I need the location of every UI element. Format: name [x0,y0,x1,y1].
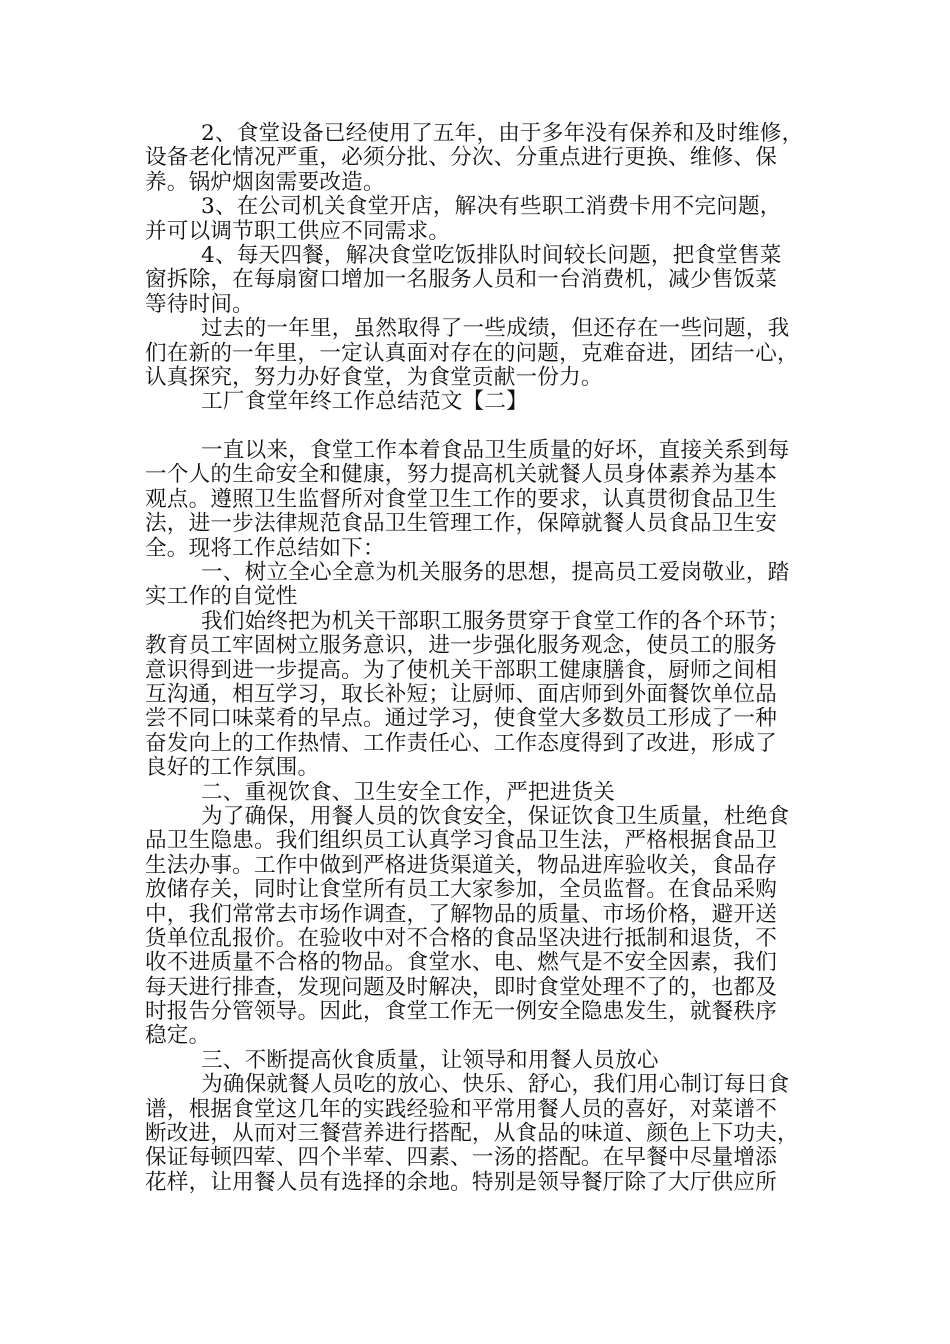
paragraph-first-line: 工厂食堂年终工作总结范文【二】 [201,389,528,415]
paragraph-first-line: 三、不断提高伙食质量，让领导和用餐人员放心 [201,1047,659,1073]
paragraph-line: 奋发向上的工作热情、工作责任心、工作态度得到了改进，形成了 [145,730,778,756]
paragraph-first-line: 为确保就餐人员吃的放心、快乐、舒心，我们用心制订每日食 [201,1072,790,1098]
paragraph-first-line: 一直以来，食堂工作本着食品卫生质量的好坏，直接关系到每 [201,438,790,464]
paragraph-line: 良好的工作氛围。 [145,755,320,781]
blank-line [145,415,815,439]
paragraph-line: 设备老化情况严重，必须分批、分次、分重点进行更换、维修、保 [145,145,778,171]
paragraph-first-line: 2、食堂设备已经使用了五年，由于多年没有保养和及时维修， [201,121,804,146]
paragraph-first-line: 我们始终把为机关干部职工服务贯穿于食堂工作的各个环节； [201,608,790,634]
paragraph-line: 意识得到进一步提高。为了使机关干部职工健康膳食，厨师之间相 [145,657,778,683]
paragraph-line: 时报告分管领导。因此，食堂工作无一例安全隐患发生，就餐秩序 [145,999,778,1025]
paragraph-first-line: 3、在公司机关食堂开店，解决有些职工消费卡用不完问题， [201,194,782,220]
paragraph-line: 货单位乱报价。在验收中对不合格的食品坚决进行抵制和退货，不 [145,925,778,951]
paragraph-line: 实工作的自觉性 [145,584,298,610]
paragraph-line: 等待时间。 [145,291,254,317]
paragraph-first-line: 过去的一年里，虽然取得了一些成绩，但还存在一些问题，我 [201,316,790,342]
paragraph-line: 花样，让用餐人员有选择的余地。特别是领导餐厅除了大厅供应所 [145,1169,778,1195]
paragraph-line: 品卫生隐患。我们组织员工认真学习食品卫生法，严格根据食品卫 [145,828,778,854]
paragraph-line: 们在新的一年里，一定认真面对存在的问题，克难奋进，团结一心， [145,340,799,366]
paragraph-line: 谱，根据食堂这几年的实践经验和平常用餐人员的喜好，对菜谱不 [145,1096,778,1122]
paragraph-line: 一个人的生命安全和健康，努力提高机关就餐人员身体素养为基本 [145,462,778,488]
paragraph-line: 收不进质量不合格的物品。食堂水、电、燃气是不安全因素，我们 [145,950,778,976]
paragraph-line: 生法办事。工作中做到严格进货渠道关，物品进库验收关，食品存 [145,852,778,878]
paragraph-first-line: 二、重视饮食、卫生安全工作，严把进货关 [201,779,616,805]
paragraph-line: 放储存关，同时让食堂所有员工大家参加，全员监督。在食品采购 [145,877,778,903]
paragraph-line: 尝不同口味菜肴的早点。通过学习，使食堂大多数员工形成了一种 [145,706,778,732]
paragraph-line: 每天进行排查，发现问题及时解决，即时食堂处理不了的，也都及 [145,974,778,1000]
paragraph-line: 窗拆除，在每扇窗口增加一名服务人员和一台消费机，减少售饭菜 [145,267,778,293]
paragraph-line: 教育员工牢固树立服务意识，进一步强化服务观念，使员工的服务 [145,633,778,659]
paragraph-line: 法，进一步法律规范食品卫生管理工作，保障就餐人员食品卫生安 [145,511,778,537]
paragraph-line: 互沟通，相互学习，取长补短；让厨师、面店师到外面餐饮单位品 [145,681,778,707]
paragraph-line: 观点。遵照卫生监督所对食堂卫生工作的要求，认真贯彻食品卫生 [145,486,778,512]
paragraph-line: 并可以调节职工供应不同需求。 [145,218,451,244]
paragraph-line: 养。锅炉烟囱需要改造。 [145,169,385,195]
paragraph-line: 全。现将工作总结如下： [145,535,385,561]
paragraph-line: 断改进，从而对三餐营养进行搭配，从食品的味道、颜色上下功夫， [145,1121,799,1147]
paragraph-first-line: 为了确保，用餐人员的饮食安全，保证饮食卫生质量，杜绝食 [201,803,790,829]
paragraph-first-line: 一、树立全心全意为机关服务的思想，提高员工爱岗敬业，踏 [201,560,790,586]
paragraph-line: 中，我们常常去市场作调查，了解物品的质量、市场价格，避开送 [145,901,778,927]
document-page [145,122,815,1195]
paragraph-first-line: 4、每天四餐，解决食堂吃饭排队时间较长问题，把食堂售菜 [201,242,782,268]
paragraph-line: 稳定。 [145,1023,211,1049]
paragraph-line: 保证每顿四荤、四个半荤、四素、一汤的搭配。在早餐中尽量增添 [145,1145,778,1171]
paragraph-line: 认真探究，努力办好食堂，为食堂贡献一份力。 [145,364,603,390]
